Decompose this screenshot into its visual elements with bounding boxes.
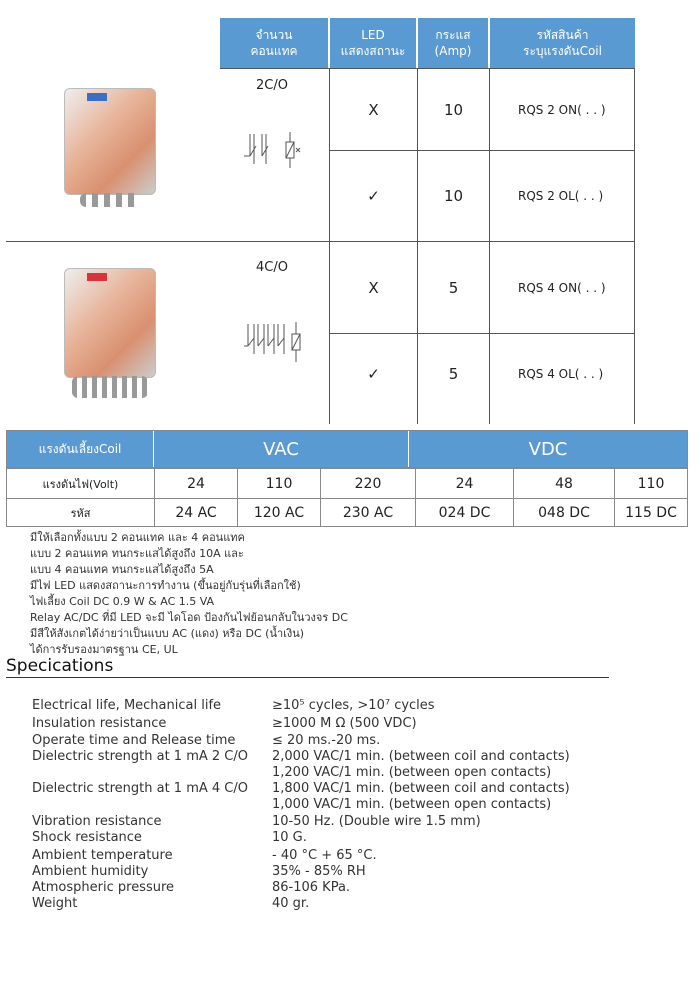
spec-value: ≥10⁵ cycles, >10⁷ cycles [272, 698, 435, 713]
header-code: รหัสสินค้า ระบุแรงดันCoil [490, 18, 635, 68]
list-item: มีไฟ LED แสดงสถานะการทำงาน (ขึ้นอยู่กับรุ่นที่เลือกใช้) [30, 579, 301, 592]
table-row [7, 469, 688, 499]
led-cell: X [368, 100, 379, 119]
specs-divider [6, 677, 609, 678]
spec-value: 10 G. [272, 830, 307, 845]
spec-value: 1,800 VAC/1 min. (between coil and contacts) [272, 781, 570, 796]
volt-cell: 110 [615, 469, 688, 499]
spec-label: Dielectric strength at 1 mA 2 C/O [32, 749, 248, 764]
spec-value: 1,000 VAC/1 min. (between open contacts) [272, 797, 552, 812]
contact-label-2co: 2C/O [256, 78, 288, 93]
spec-label: Vibration resistance [32, 814, 162, 829]
spec-value: ≥1000 M Ω (500 VDC) [272, 716, 417, 731]
voltage-values-table [6, 468, 688, 527]
spec-value: 40 gr. [272, 896, 310, 911]
code-cell: RQS 2 OL( . . ) [518, 189, 604, 203]
header-led: LED แสดงสถานะ [330, 18, 416, 68]
code-cell: 230 AC [321, 499, 416, 527]
code-cell: 115 DC [615, 499, 688, 527]
led-cell: ✓ [367, 187, 380, 205]
code-cell: 024 DC [416, 499, 514, 527]
led-cell: ✓ [367, 365, 380, 383]
contact-label-4co: 4C/O [256, 260, 288, 275]
voltage-table [6, 430, 688, 527]
volt-cell: 24 [155, 469, 238, 499]
spec-value: ≤ 20 ms.-20 ms. [272, 733, 381, 748]
list-item: ได้การรับรองมาตรฐาน CE, UL [30, 643, 178, 656]
spec-label: Shock resistance [32, 830, 142, 845]
voltage-header-label: แรงดันเลี้ยงCoil [7, 431, 154, 467]
list-item: แบบ 2 คอนแทค ทนกระแสได้สูงถึง 10A และ [30, 547, 244, 560]
vdc-header: VDC [528, 438, 568, 460]
header-current: กระแส (Amp) [418, 18, 488, 68]
spec-label: Atmospheric pressure [32, 880, 175, 895]
relay-pins [80, 193, 140, 207]
code-cell: 24 AC [155, 499, 238, 527]
header-contacts: จำนวน คอนแทค [220, 18, 328, 68]
volt-cell: 110 [238, 469, 321, 499]
feature-list [30, 530, 348, 658]
spec-label: Electrical life, Mechanical life [32, 698, 222, 713]
table-row [7, 499, 688, 527]
volt-cell: 220 [321, 469, 416, 499]
spec-value: 35% - 85% RH [272, 864, 366, 879]
schematic-2co-icon [240, 128, 306, 170]
specs-title: Specications [6, 656, 114, 676]
spec-value: 2,000 VAC/1 min. (between coil and contacts) [272, 749, 570, 764]
spec-value: 86-106 KPa. [272, 880, 351, 895]
spec-value: 10-50 Hz. (Double wire 1.5 mm) [272, 814, 481, 829]
relay-4co-image [64, 268, 156, 378]
table-line [634, 68, 635, 424]
row-label: รหัส [7, 499, 155, 527]
list-item: Relay AC/DC ที่มี LED จะมี ไดโอด ป้องกันไฟย้อนกลับในวงจร DC [30, 611, 348, 624]
spec-label: Ambient humidity [32, 864, 149, 879]
amp-cell: 5 [448, 365, 459, 383]
list-item: แบบ 4 คอนแทค ทนกระแสได้สูงถึง 5A [30, 563, 214, 576]
ac-marker [87, 273, 107, 281]
vac-header: VAC [154, 431, 409, 467]
list-item: มีสีให้สังเกตได้ง่ายว่าเป็นแบบ AC (แดง) หรือ DC (น้ำเงิน) [30, 627, 305, 640]
led-cell: X [368, 278, 379, 297]
amp-cell: 5 [448, 278, 459, 297]
code-cell: RQS 2 ON( . . ) [518, 102, 606, 117]
spec-label: Insulation resistance [32, 716, 167, 731]
volt-cell: 24 [416, 469, 514, 499]
dc-marker [87, 93, 107, 101]
schematic-4co-icon [240, 318, 310, 364]
spec-label: Dielectric strength at 1 mA 4 C/O [32, 781, 248, 796]
spec-label: Operate time and Release time [32, 733, 236, 748]
code-cell: 048 DC [514, 499, 615, 527]
amp-cell: 10 [443, 100, 464, 119]
relay-pins [72, 376, 148, 398]
list-item: ไฟเลี้ยง Coil DC 0.9 W & AC 1.5 VA [30, 595, 215, 608]
code-cell: RQS 4 ON( . . ) [518, 280, 606, 295]
relay-2co-image [64, 88, 156, 195]
volt-cell: 48 [514, 469, 615, 499]
spec-label: Ambient temperature [32, 848, 173, 863]
amp-cell: 10 [443, 187, 464, 205]
list-item: มีให้เลือกทั้งแบบ 2 คอนแทค และ 4 คอนแทค [30, 531, 245, 544]
spec-label: Weight [32, 896, 78, 911]
code-cell: 120 AC [238, 499, 321, 527]
spec-value: - 40 °C + 65 °C. [272, 848, 377, 863]
code-cell: RQS 4 OL( . . ) [518, 367, 604, 381]
row-label: แรงดันไฟ(Volt) [7, 469, 155, 499]
spec-value: 1,200 VAC/1 min. (between open contacts) [272, 765, 552, 780]
